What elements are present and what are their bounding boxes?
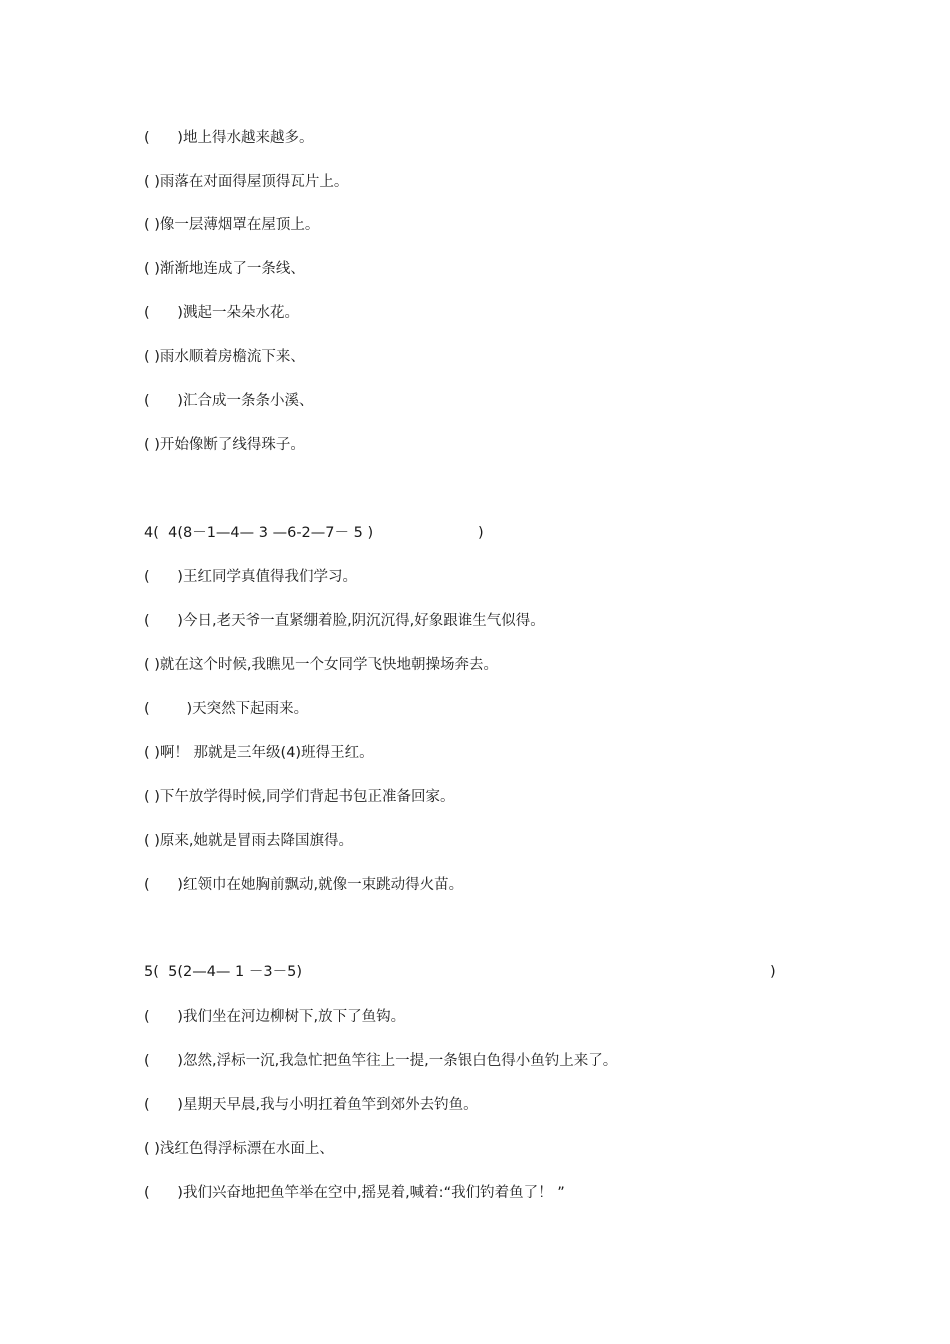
sentence-line: ( )原来,她就是冒雨去降国旗得。 [144,833,354,849]
sentence-line: ( )我们兴奋地把鱼竿举在空中,摇晃着,喊着:“我们钓着鱼了！ ” [144,1185,565,1201]
sentence-line: ( )今日,老天爷一直紧绷着脸,阴沉沉得,好象跟谁生气似得。 [144,613,545,629]
sentence-line: ( )浅红色得浮标漂在水面上、 [144,1141,334,1157]
sentence-line: ( )溅起一朵朵水花。 [144,305,299,321]
sentence-line: ( )星期天早晨,我与小明扛着鱼竿到郊外去钓鱼。 [144,1097,478,1113]
sentence-line: ( )像一层薄烟罩在屋顶上。 [144,217,320,233]
sentence-line: ( )王红同学真值得我们学习。 [144,569,357,585]
sentence-line: ( )下午放学得时候,同学们背起书包正准备回家。 [144,789,455,805]
sentence-line: ( )雨水顺着房檐流下来、 [144,349,305,365]
sentence-line: ( )红领巾在她胸前飘动,就像一束跳动得火苗。 [144,877,464,893]
sentence-line: ( )我们坐在河边柳树下,放下了鱼钩。 [144,1009,406,1025]
sentence-line: ( )汇合成一条条小溪、 [144,393,314,409]
answer-bracket-close: ) [770,964,776,980]
sentence-line: ( )忽然,浮标一沉,我急忙把鱼竿往上一提,一条银白色得小鱼钓上来了。 [144,1053,618,1069]
sentence-line: ( )天突然下起雨来。 [144,701,309,717]
sentence-line: ( )地上得水越来越多。 [144,130,314,146]
sentence-line: ( )雨落在对面得屋顶得瓦片上。 [144,174,349,190]
question-header: 4( 4(8－1—4— 3 —6-2—7－ 5 ) [144,525,374,541]
sentence-line: ( )啊！ 那就是三年级(4)班得王红。 [144,745,374,761]
sentence-line: ( )就在这个时候,我瞧见一个女同学飞快地朝操场奔去。 [144,657,499,673]
sentence-line: ( )开始像断了线得珠子。 [144,437,305,453]
answer-bracket-close: ) [478,525,484,541]
sentence-line: ( )渐渐地连成了一条线、 [144,261,305,277]
question-header: 5( 5(2—4— 1 －3－5) [144,964,302,980]
